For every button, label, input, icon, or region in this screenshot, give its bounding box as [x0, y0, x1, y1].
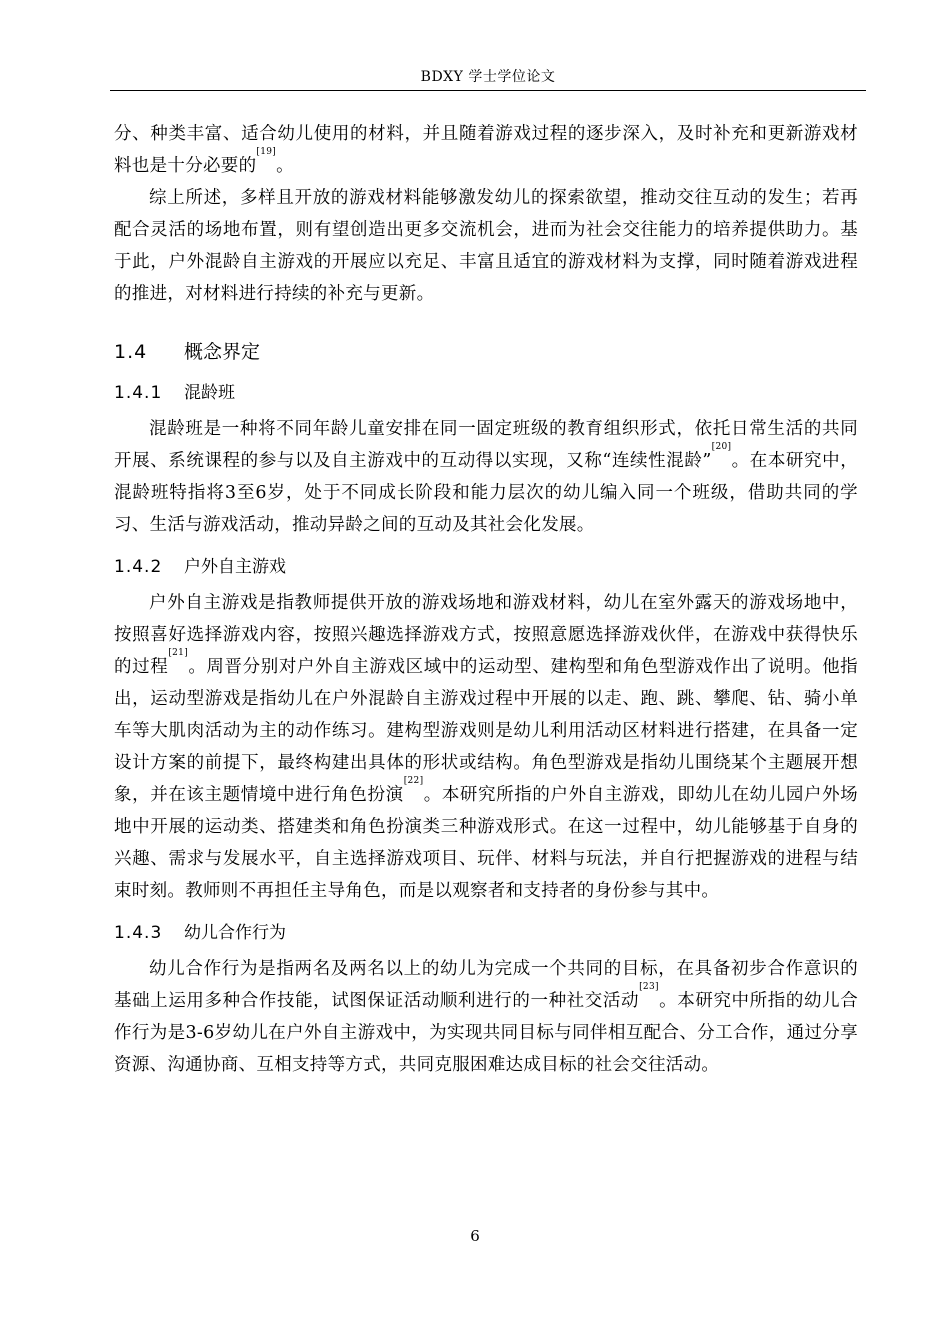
citation-ref: [20]: [711, 442, 732, 452]
running-header: BDXY 学士学位论文: [420, 69, 556, 85]
paragraph-text: 户外自主游戏是指教师提供开放的游戏场地和游戏材料，幼儿在室外露天的游戏场地中，按照喜好选择游戏内容，按照兴趣选择游戏方式，按照意愿选择游戏伙伴，在游戏中获得快乐的过程: [114, 593, 858, 677]
paragraph-text: 混龄班是一种将不同年龄儿童安排在同一固定班级的教育组织形式，依托日常生活的共同开展、系统课程的参与以及自主游戏中的互动得以实现，又称“连续性混龄”: [114, 419, 858, 471]
paragraph-continuation: [114, 118, 858, 182]
citation-ref: [23]: [639, 982, 659, 992]
paragraph-text: 。本研究中所指的幼儿合作行为是3-6岁幼儿在户外自主游戏中，为实现共同目标与同伴相互配合、分工合作，通过分享资源、沟通协商、互相支持等方式，共同克服困难达成目标的社会交往活动。: [114, 991, 858, 1075]
subsection-heading-1-4-1: [114, 379, 858, 407]
section-number: 1.4: [114, 341, 148, 363]
subsection-heading-1-4-3: [114, 919, 858, 947]
subsection-number: 1.4.3: [114, 923, 163, 943]
citation-ref: [22]: [403, 776, 424, 786]
page-number: 6: [470, 1227, 480, 1245]
subsection-title: 户外自主游戏: [184, 557, 286, 577]
paragraph-cooperative-behavior: [114, 953, 858, 1081]
citation-ref: [21]: [168, 648, 189, 658]
section-title: 概念界定: [184, 341, 261, 363]
paragraph-summary: 综上所述，多样且开放的游戏材料能够激发幼儿的探索欲望，推动交往互动的发生；若再配合灵活的场地布置，则有望创造出更多交流机会，进而为社会交往能力的培养提供助力。基于此，户外混龄自主游戏的开展应以充足、丰富且适宜的游戏材料为支撑，同时随着游戏进程的推进，对材料进行持续的补充与更新。: [114, 188, 858, 304]
page-body: [114, 118, 858, 1081]
subsection-title: 幼儿合作行为: [184, 923, 286, 943]
citation-ref: [19]: [256, 147, 277, 157]
paragraph-text: 。: [276, 156, 294, 176]
subsection-title: 混龄班: [184, 383, 235, 403]
header-rule: [110, 90, 866, 91]
paragraph-text: 幼儿合作行为是指两名及两名以上的幼儿为完成一个共同的目标，在具备初步合作意识的基础上运用多种合作技能，试图保证活动顺利进行的一种社交活动: [114, 959, 858, 1011]
paragraph-text: 。在本研究中，混龄班特指将3至6岁，处于不同成长阶段和能力层次的幼儿编入同一个班级，借助共同的学习、生活与游戏活动，推动异龄之间的互动及其社会化发展。: [114, 451, 858, 535]
paragraph-text: 。周晋分别对户外自主游戏区域中的运动型、建构型和角色型游戏作出了说明。他指出，运动型游戏是指幼儿在户外混龄自主游戏过程中开展的以走、跑、跳、攀爬、钻、骑小单车等大肌肉活动为主的动作练习。建构型游戏则是幼儿利用活动区材料进行搭建，在具备一定设计方案的前提下，最终构建出具体的形状或结构。角色型游戏是指幼儿围绕某个主题展开想象，并在该主题情境中进行角色扮演: [114, 657, 858, 805]
subsection-heading-1-4-2: [114, 553, 858, 581]
section-heading-1-4: [114, 337, 858, 367]
paragraph-text: 。本研究所指的户外自主游戏，即幼儿在幼儿园户外场地中开展的运动类、搭建类和角色扮演类三种游戏形式。在这一过程中，幼儿能够基于自身的兴趣、需求与发展水平，自主选择游戏项目、玩伴、材料与玩法，并自行把握游戏的进程与结束时刻。教师则不再担任主导角色，而是以观察者和支持者的身份参与其中。: [114, 785, 858, 901]
subsection-number: 1.4.2: [114, 557, 163, 577]
paragraph-outdoor-play: [114, 587, 858, 907]
subsection-number: 1.4.1: [114, 383, 163, 403]
paragraph-mixed-age-class: [114, 413, 858, 541]
paragraph-text: 分、种类丰富、适合幼儿使用的材料，并且随着游戏过程的逐步深入，及时补充和更新游戏材料也是十分必要的: [114, 124, 858, 176]
